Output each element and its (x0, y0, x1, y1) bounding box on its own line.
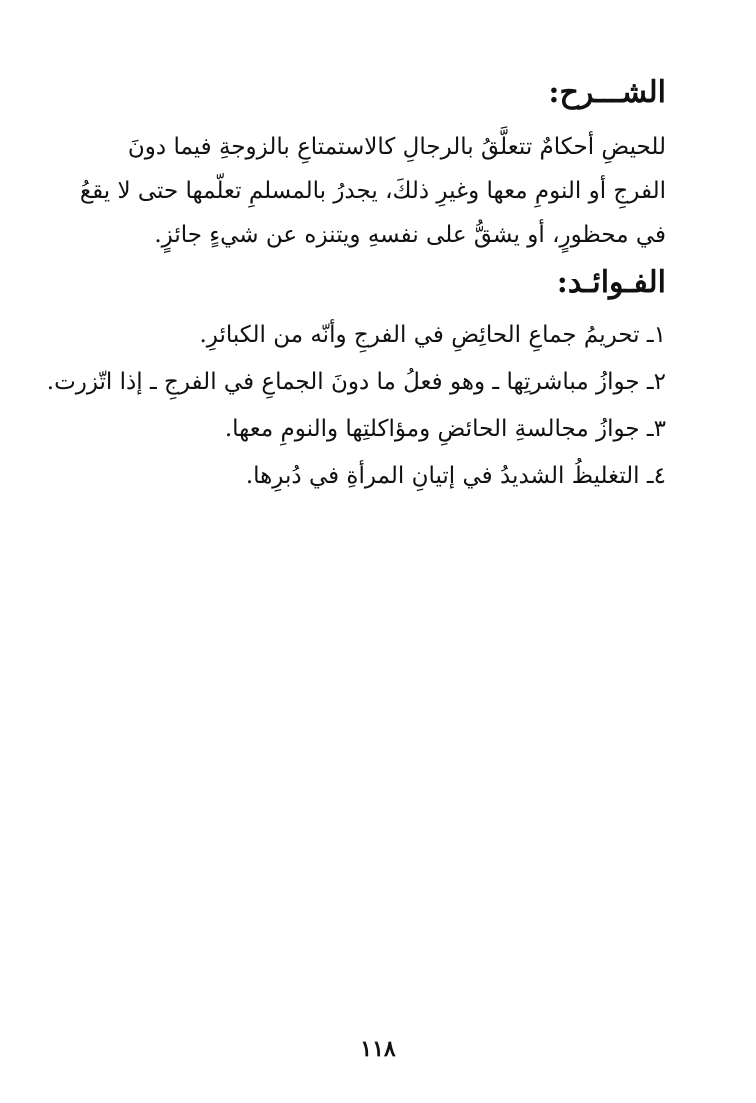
benefit-item: ٢ـ جوازُ مباشرتِها ـ وهو فعلُ ما دونَ الجماعِ في الفرجِ ـ إذا اتّزرت. (46, 369, 666, 395)
benefit-item: ١ـ تحريمُ جماعِ الحائِضِ في الفرجِ وأنّه من الكبائرِ. (199, 322, 666, 348)
explanation-paragraph (66, 125, 666, 257)
explanation-line: للحيضِ أحكامٌ تتعلَّقُ بالرجالِ كالاستمتاعِ بالزوجةِ فيما دونَ (127, 134, 666, 160)
page-number: ١١٨ (360, 1036, 396, 1062)
explanation-line: في محظورٍ، أو يشقُّ على نفسهِ ويتنزه عن شيءٍ جائزٍ. (154, 222, 666, 248)
benefits-heading: الفـوائـد: (556, 265, 666, 300)
benefits-list (47, 312, 666, 500)
explanation-heading: الشـــرح: (548, 75, 666, 110)
benefit-item: ٣ـ جوازُ مجالسةِ الحائضِ ومؤاكلتِها والنومِ معها. (224, 416, 666, 442)
explanation-line: الفرجِ أو النومِ معها وغيرِ ذلكَ، يجدرُ بالمسلمِ تعلّمها حتى لا يقعُ (79, 178, 666, 204)
benefit-item: ٤ـ التغليظُ الشديدُ في إتيانِ المرأةِ في دُبرِها. (245, 463, 666, 489)
